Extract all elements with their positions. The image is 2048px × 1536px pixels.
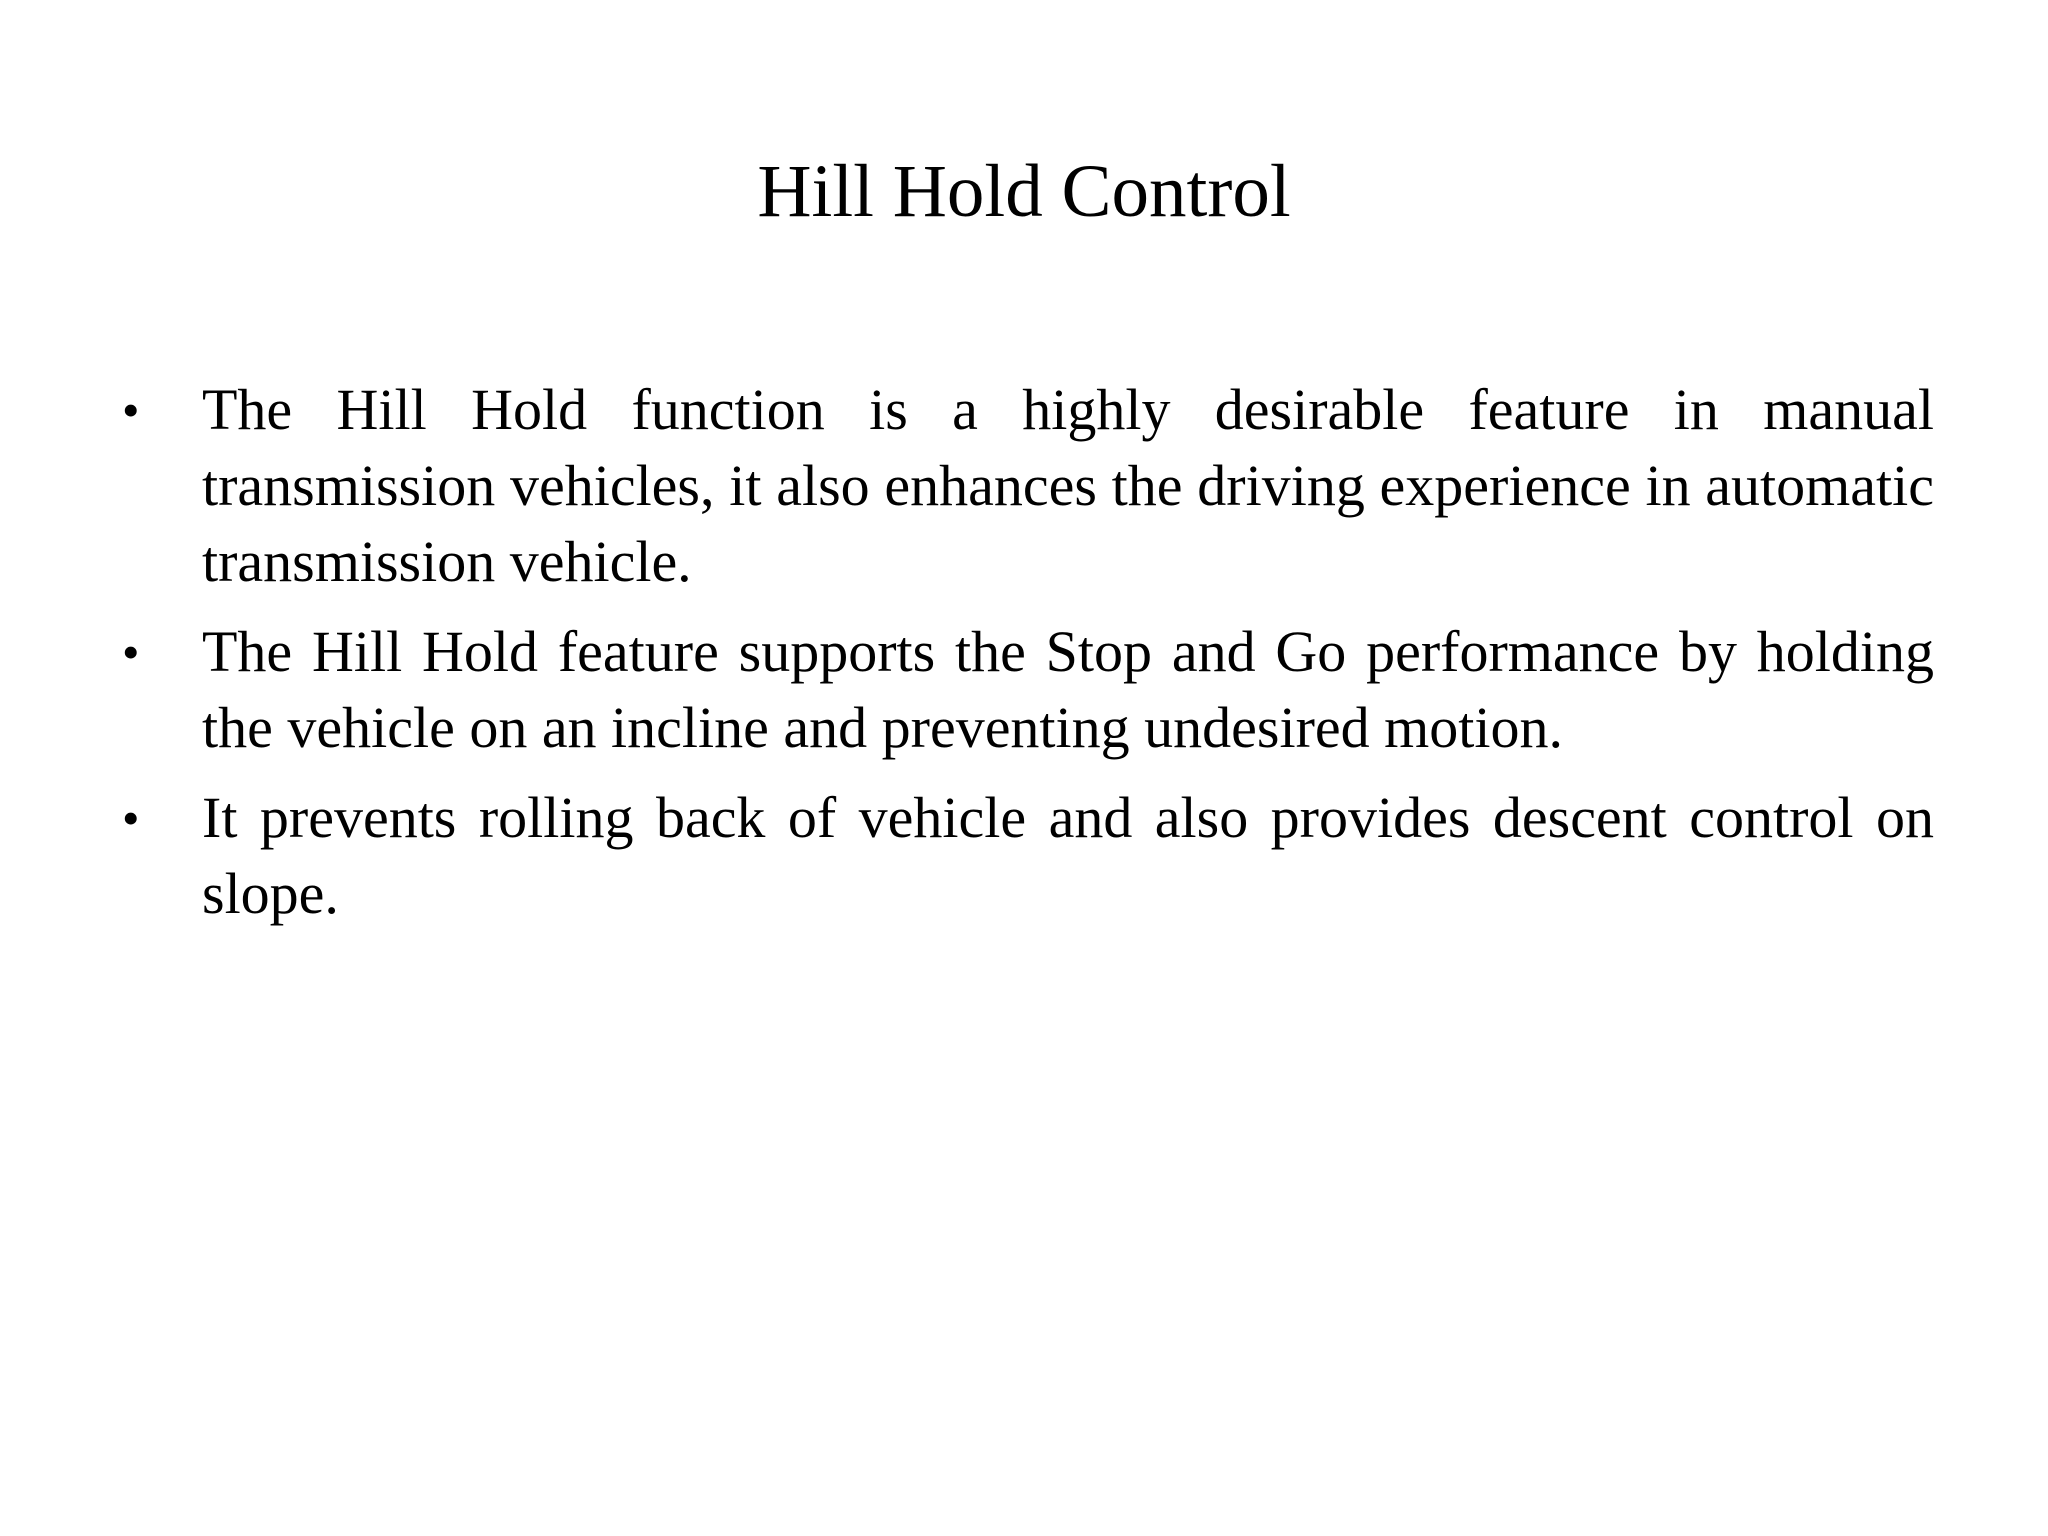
bullet-item bbox=[122, 780, 1934, 932]
bullet-list bbox=[122, 372, 1934, 946]
bullet-text: It prevents rolling back of vehicle and also provides descent control on slope. bbox=[202, 785, 1934, 926]
bullet-icon: • bbox=[122, 790, 140, 846]
slide-title: Hill Hold Control bbox=[757, 150, 1291, 233]
bullet-item bbox=[122, 614, 1934, 766]
bullet-icon: • bbox=[122, 382, 140, 438]
bullet-icon: • bbox=[122, 624, 140, 680]
bullet-text: The Hill Hold function is a highly desirable feature in manual transmission vehicles, it also enhances the driving experience in automatic transmission vehicle. bbox=[202, 377, 1934, 594]
bullet-text: The Hill Hold feature supports the Stop and Go performance by holding the vehicle on an incline and preventing undesired motion. bbox=[202, 619, 1934, 760]
bullet-item bbox=[122, 372, 1934, 600]
